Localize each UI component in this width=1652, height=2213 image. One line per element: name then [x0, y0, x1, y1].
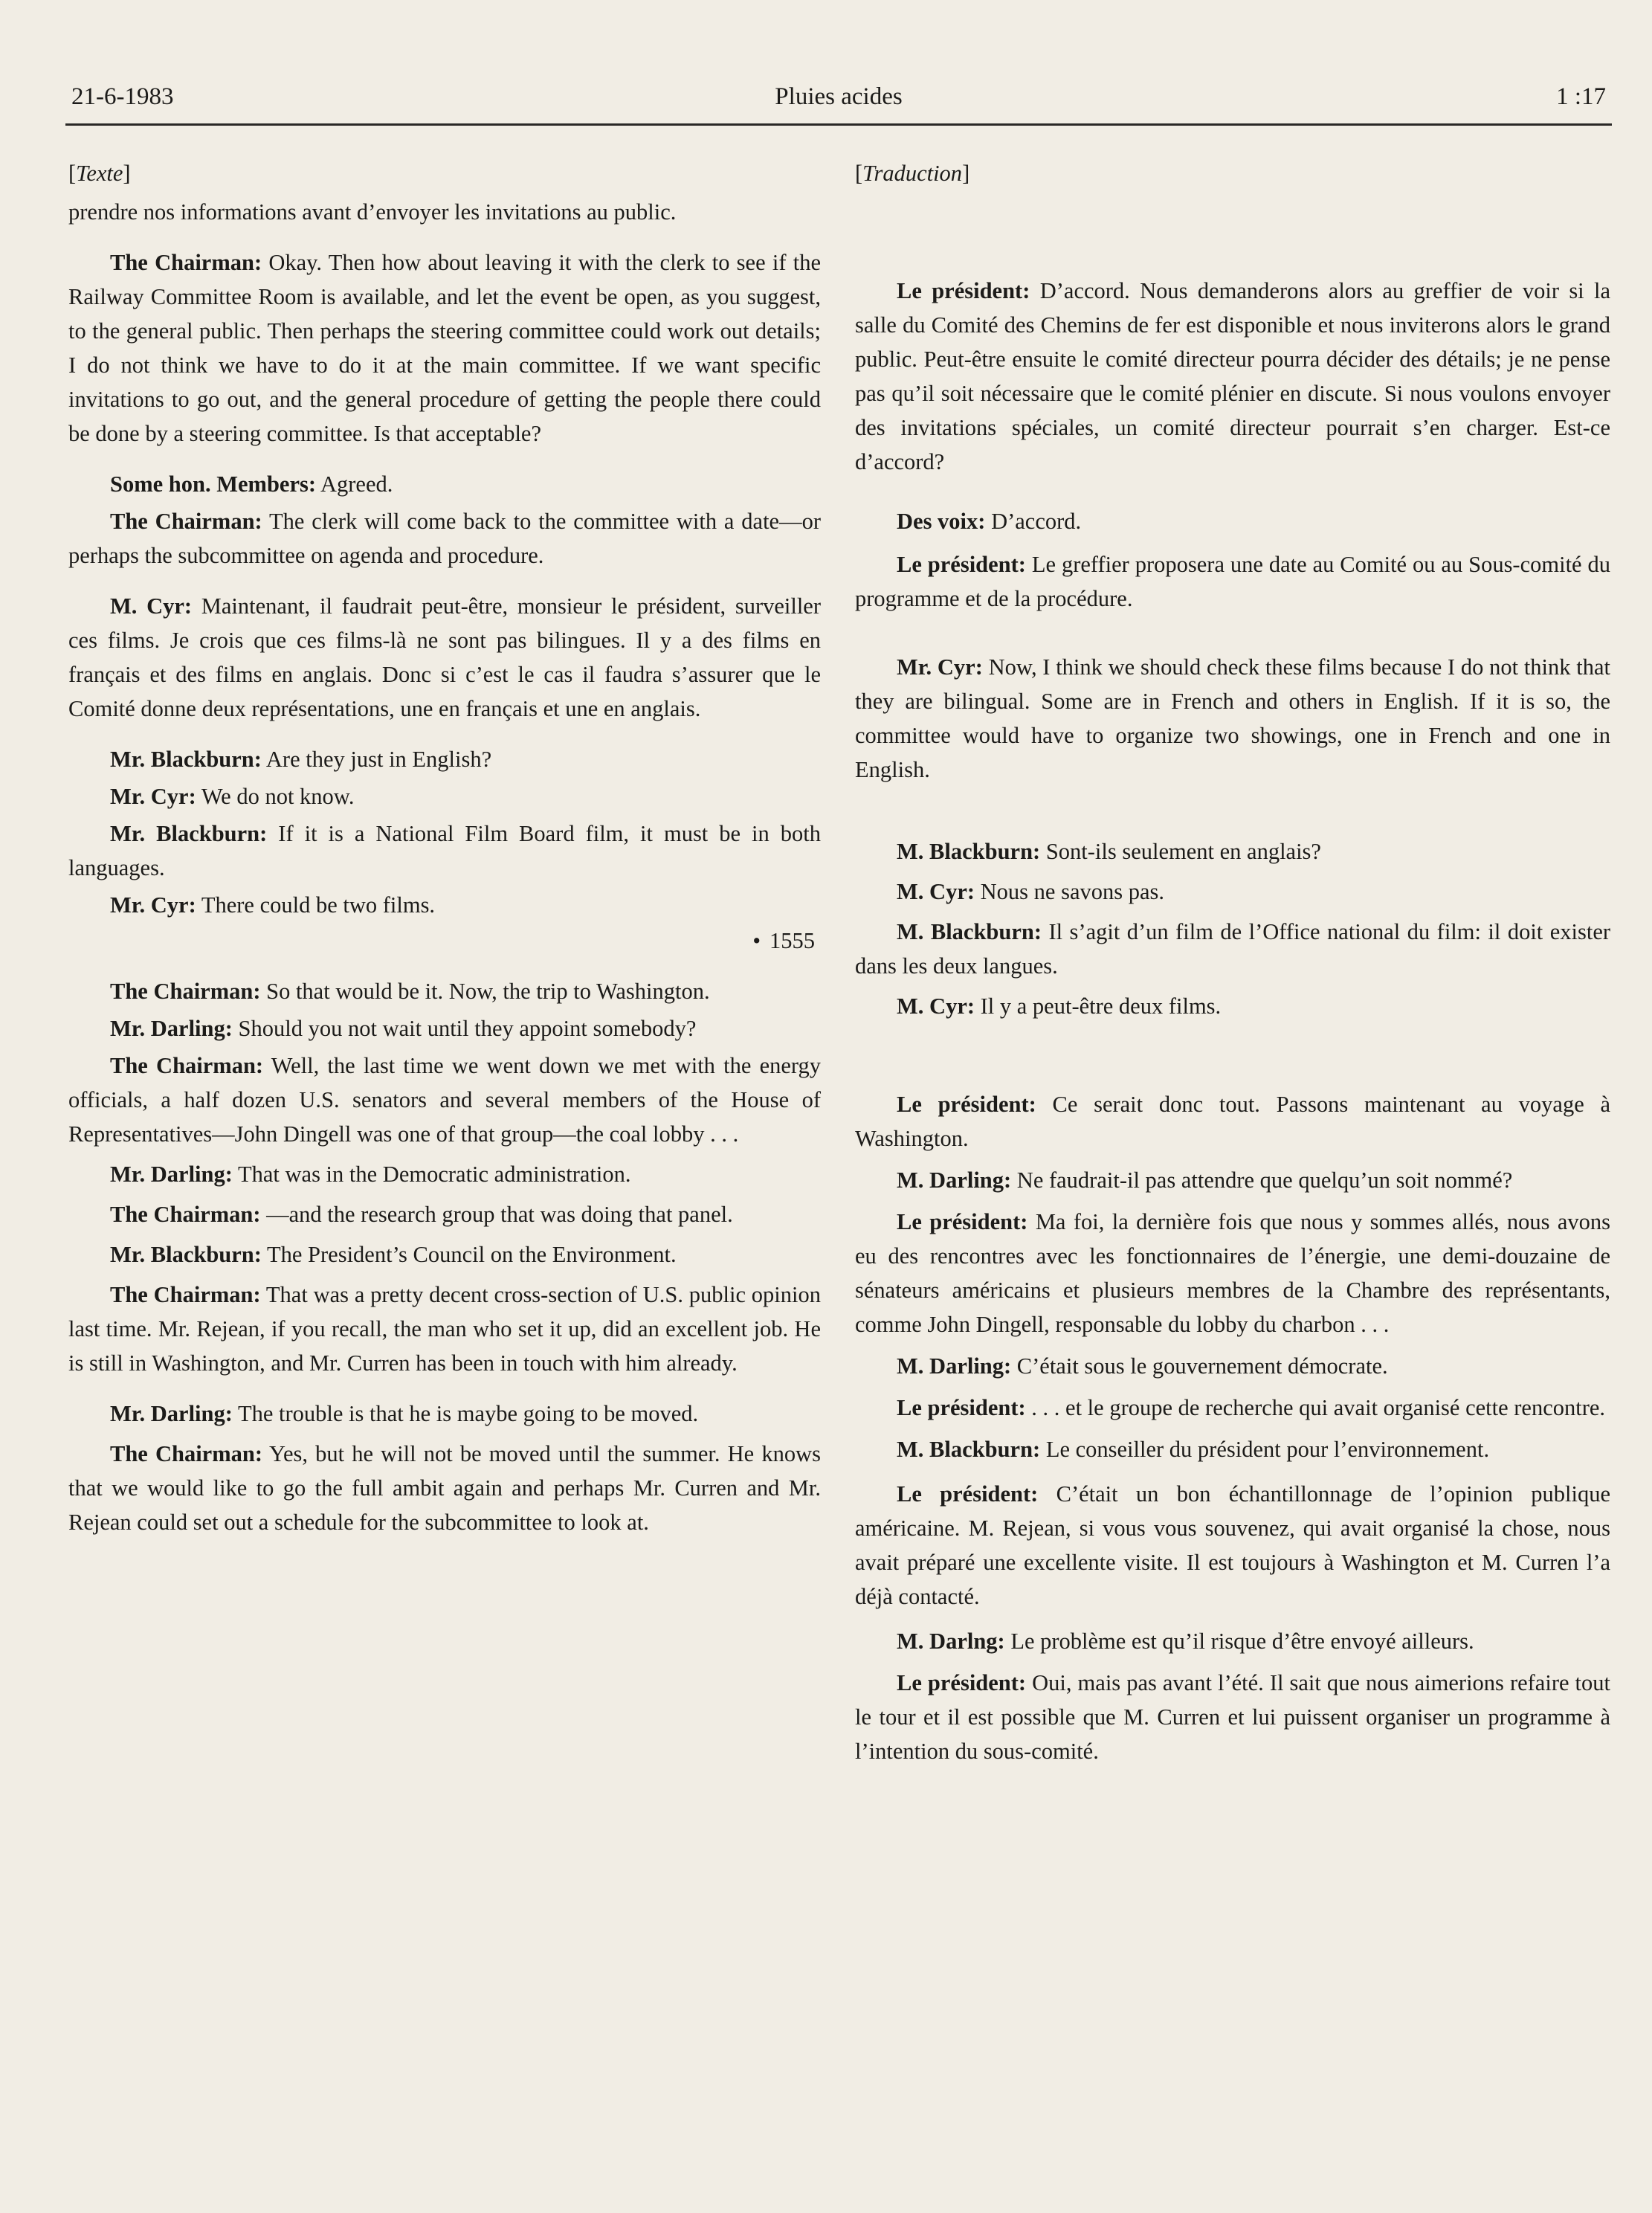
left-column-tag: [Texte]	[68, 161, 131, 186]
speech-text: Well, the last time we went down we met with the energy officials, a half dozen U.S. senators and several members of the House of Representatives—John Dingell was one of that group—the coal lobby . . .	[68, 1053, 822, 1147]
speech-paragraph	[68, 974, 821, 1008]
speech-paragraph	[68, 1237, 821, 1272]
speech-paragraph	[855, 915, 1610, 983]
header-page-number: 1 :17	[1556, 83, 1606, 110]
speech-paragraph	[68, 779, 821, 814]
speech-text: Le problème est qu’il risque d’être envoyé ailleurs.	[1010, 1629, 1474, 1654]
bullet-icon: •	[752, 928, 761, 953]
speaker-name: Some hon. Members:	[110, 471, 317, 497]
speech-text: C’était sous le gouvernement démocrate.	[1016, 1353, 1388, 1379]
continuation-paragraph: prendre nos informations avant d’envoyer les invitations au public.	[68, 199, 677, 225]
right-column	[855, 156, 1610, 1768]
speech-text: Il s’agit d’un film de l’Office national du film: il doit exister dans les deux langues.	[855, 919, 1611, 979]
speaker-name: Mr. Blackburn:	[110, 821, 268, 846]
time-marker	[68, 924, 821, 958]
speech-paragraph	[68, 245, 821, 451]
speech-text: That was in the Democratic administration.	[237, 1162, 631, 1187]
speaker-name: M. Blackburn:	[897, 839, 1041, 864]
speech-paragraph	[68, 1437, 821, 1539]
speaker-name: Le président:	[897, 1092, 1036, 1117]
speaker-name: Des voix:	[897, 509, 986, 534]
speech-paragraph	[855, 834, 1610, 869]
speech-paragraph	[68, 816, 821, 885]
speaker-name: Mr. Darling:	[110, 1401, 233, 1426]
speaker-name: Le président:	[897, 1481, 1039, 1507]
speaker-name: M. Darling:	[897, 1167, 1012, 1193]
speech-text: Okay. Then how about leaving it with the clerk to see if the Railway Committee Room is available, and let the event be open, as you suggest, to the general public. Then perhaps the steering committee could work out details; I do not think we have to do it at the main committee. If we want specific invitations to go out, and the general procedure of getting the people there could be done by a steering committee. Is that acceptable?	[68, 250, 821, 446]
speech-text: We do not know.	[201, 784, 355, 809]
speaker-name: Le président:	[897, 278, 1030, 303]
speaker-name: M. Darlng:	[897, 1629, 1005, 1654]
speech-paragraph	[68, 1197, 821, 1231]
speaker-name: Mr. Cyr:	[110, 892, 196, 918]
speech-paragraph	[855, 1163, 1610, 1197]
speech-paragraph	[68, 1397, 821, 1431]
speech-text: Nous ne savons pas.	[980, 879, 1165, 904]
speech-paragraph	[68, 589, 821, 726]
speaker-name: M. Cyr:	[897, 879, 975, 904]
speaker-name: The Chairman:	[110, 1053, 264, 1078]
speaker-name: The Chairman:	[110, 1202, 261, 1227]
speech-paragraph	[68, 888, 821, 922]
speech-text: Ne faudrait-il pas attendre que quelqu’un soit nommé?	[1016, 1167, 1513, 1193]
speech-text: The President’s Council on the Environment.	[267, 1242, 677, 1267]
speaker-name: The Chairman:	[110, 979, 261, 1004]
speech-paragraph	[68, 467, 821, 501]
speech-paragraph	[855, 504, 1610, 538]
speaker-name: Mr. Blackburn:	[110, 747, 262, 772]
speech-paragraph	[68, 504, 821, 573]
right-column-tag: [Traduction]	[855, 161, 970, 186]
speech-text: Le conseiller du président pour l’environnement.	[1045, 1437, 1490, 1462]
speech-text: That was a pretty decent cross-section of U.S. public opinion last time. Mr. Rejean, if you recall, the man who set it up, did an excellent job. He is still in Washington, and Mr. Curren has been in touch with him already.	[68, 1282, 821, 1376]
speech-paragraph	[855, 1087, 1610, 1156]
speech-text: There could be two films.	[201, 892, 436, 918]
speech-paragraph	[855, 1477, 1610, 1614]
speech-text: . . . et le groupe de recherche qui avait organisé cette rencontre.	[1031, 1395, 1606, 1420]
speech-text: D’accord. Nous demanderons alors au greffier de voir si la salle du Comité des Chemins de fer est disponible et nous inviterons alors le grand public. Peut-être ensuite le comité directeur pourra décider des détails; je ne pense pas qu’il soit nécessaire que le comité plénier en discute. Si nous voulons envoyer des invitations spéciales, un comité directeur pourrait s’en charger. Est-ce d’accord?	[855, 278, 1611, 474]
speaker-name: Le président:	[897, 1670, 1027, 1695]
speech-text: Il y a peut-être deux films.	[980, 993, 1222, 1019]
speaker-name: Mr. Darling:	[110, 1016, 233, 1041]
speech-text: C’était un bon échantillonnage de l’opinion publique américaine. M. Rejean, si vous vous souvenez, qui avait organisé la chose, nous avait préparé une excellente visite. Il est toujours à Washington et M. Curren l’a déjà contacté.	[855, 1481, 1611, 1609]
header-title: Pluies acides	[775, 83, 903, 110]
speech-paragraph	[855, 874, 1610, 909]
speaker-name: M. Cyr:	[897, 993, 975, 1019]
speech-paragraph	[855, 989, 1610, 1023]
speech-paragraph	[68, 1278, 821, 1380]
speech-paragraph	[855, 1666, 1610, 1768]
speech-text: Agreed.	[320, 471, 393, 497]
speaker-name: The Chairman:	[110, 1441, 262, 1466]
speech-text: Ce serait donc tout. Passons maintenant au voyage à Washington.	[855, 1092, 1611, 1151]
speech-paragraph	[855, 547, 1610, 616]
speech-text: Now, I think we should check these films because I do not think that they are bilingual. Some are in French and others in English. If it is so, the committee would have to organize two showings, one in French and one in English.	[855, 654, 1611, 782]
speech-paragraph	[855, 1205, 1610, 1341]
speech-text: If it is a National Film Board film, it must be in both languages.	[68, 821, 821, 880]
speaker-name: Mr. Cyr:	[897, 654, 983, 680]
speaker-name: M. Blackburn:	[897, 1437, 1041, 1462]
speech-text: So that would be it. Now, the trip to Washington.	[266, 979, 710, 1004]
speech-paragraph	[855, 1391, 1610, 1425]
speech-paragraph	[68, 742, 821, 776]
speech-text: Sont-ils seulement en anglais?	[1045, 839, 1321, 864]
speech-paragraph	[855, 1432, 1610, 1466]
speech-text: Yes, but he will not be moved until the summer. He knows that we would like to go the full ambit again and perhaps Mr. Curren and Mr. Rejean could set out a schedule for the subcommittee to look at.	[68, 1441, 821, 1535]
speech-paragraph	[855, 274, 1610, 479]
speaker-name: Mr. Cyr:	[110, 784, 196, 809]
speech-text: —and the research group that was doing that panel.	[266, 1202, 733, 1227]
speech-text: The trouble is that he is maybe going to be moved.	[237, 1401, 699, 1426]
speaker-name: Mr. Darling:	[110, 1162, 233, 1187]
speech-text: Ma foi, la dernière fois que nous y sommes allés, nous avons eu des rencontres avec les fonctionnaires de l’énergie, une demi-douzaine de sénateurs américains et plusieurs membres de la Chambre des représentants, comme John Dingell, responsable du lobby du charbon . . .	[855, 1209, 1611, 1337]
speaker-name: M. Cyr:	[110, 593, 193, 619]
speaker-name: M. Darling:	[897, 1353, 1012, 1379]
speech-text: The clerk will come back to the committee with a date—or perhaps the subcommittee on agenda and procedure.	[68, 509, 822, 568]
speaker-name: The Chairman:	[110, 509, 262, 534]
left-column	[68, 156, 821, 1539]
speech-paragraph	[68, 1011, 821, 1046]
speech-text: Le greffier proposera une date au Comité ou au Sous-comité du programme et de la procédure.	[855, 552, 1611, 611]
speaker-name: The Chairman:	[110, 1282, 261, 1307]
speaker-name: Le président:	[897, 552, 1026, 577]
speech-text: Are they just in English?	[265, 747, 492, 772]
speech-text: Maintenant, il faudrait peut-être, monsieur le président, surveiller ces films. Je crois que ces films-là ne sont pas bilingues. Il y a des films en français et des films en anglais. Donc si c’est le cas il faudra s’assurer que le Comité donne deux représentations, une en français et une en anglais.	[68, 593, 822, 721]
speech-paragraph	[68, 1157, 821, 1191]
speech-paragraph	[855, 650, 1610, 787]
speaker-name: Le président:	[897, 1395, 1026, 1420]
speech-text: D’accord.	[991, 509, 1082, 534]
time-marker-value: 1555	[769, 928, 815, 953]
speaker-name: The Chairman:	[110, 250, 262, 275]
speaker-name: M. Blackburn:	[897, 919, 1042, 944]
speech-text: Should you not wait until they appoint somebody?	[238, 1016, 697, 1041]
speech-paragraph	[855, 1349, 1610, 1383]
speech-text: Oui, mais pas avant l’été. Il sait que nous aimerions refaire tout le tour et il est possible que M. Curren et lui puissent organiser un programme à l’intention du sous-comité.	[855, 1670, 1610, 1764]
speech-paragraph	[855, 1624, 1610, 1658]
page-header	[65, 79, 1612, 126]
speech-paragraph	[68, 1048, 821, 1151]
speaker-name: Le président:	[897, 1209, 1028, 1234]
header-date: 21-6-1983	[71, 83, 174, 110]
speaker-name: Mr. Blackburn:	[110, 1242, 262, 1267]
